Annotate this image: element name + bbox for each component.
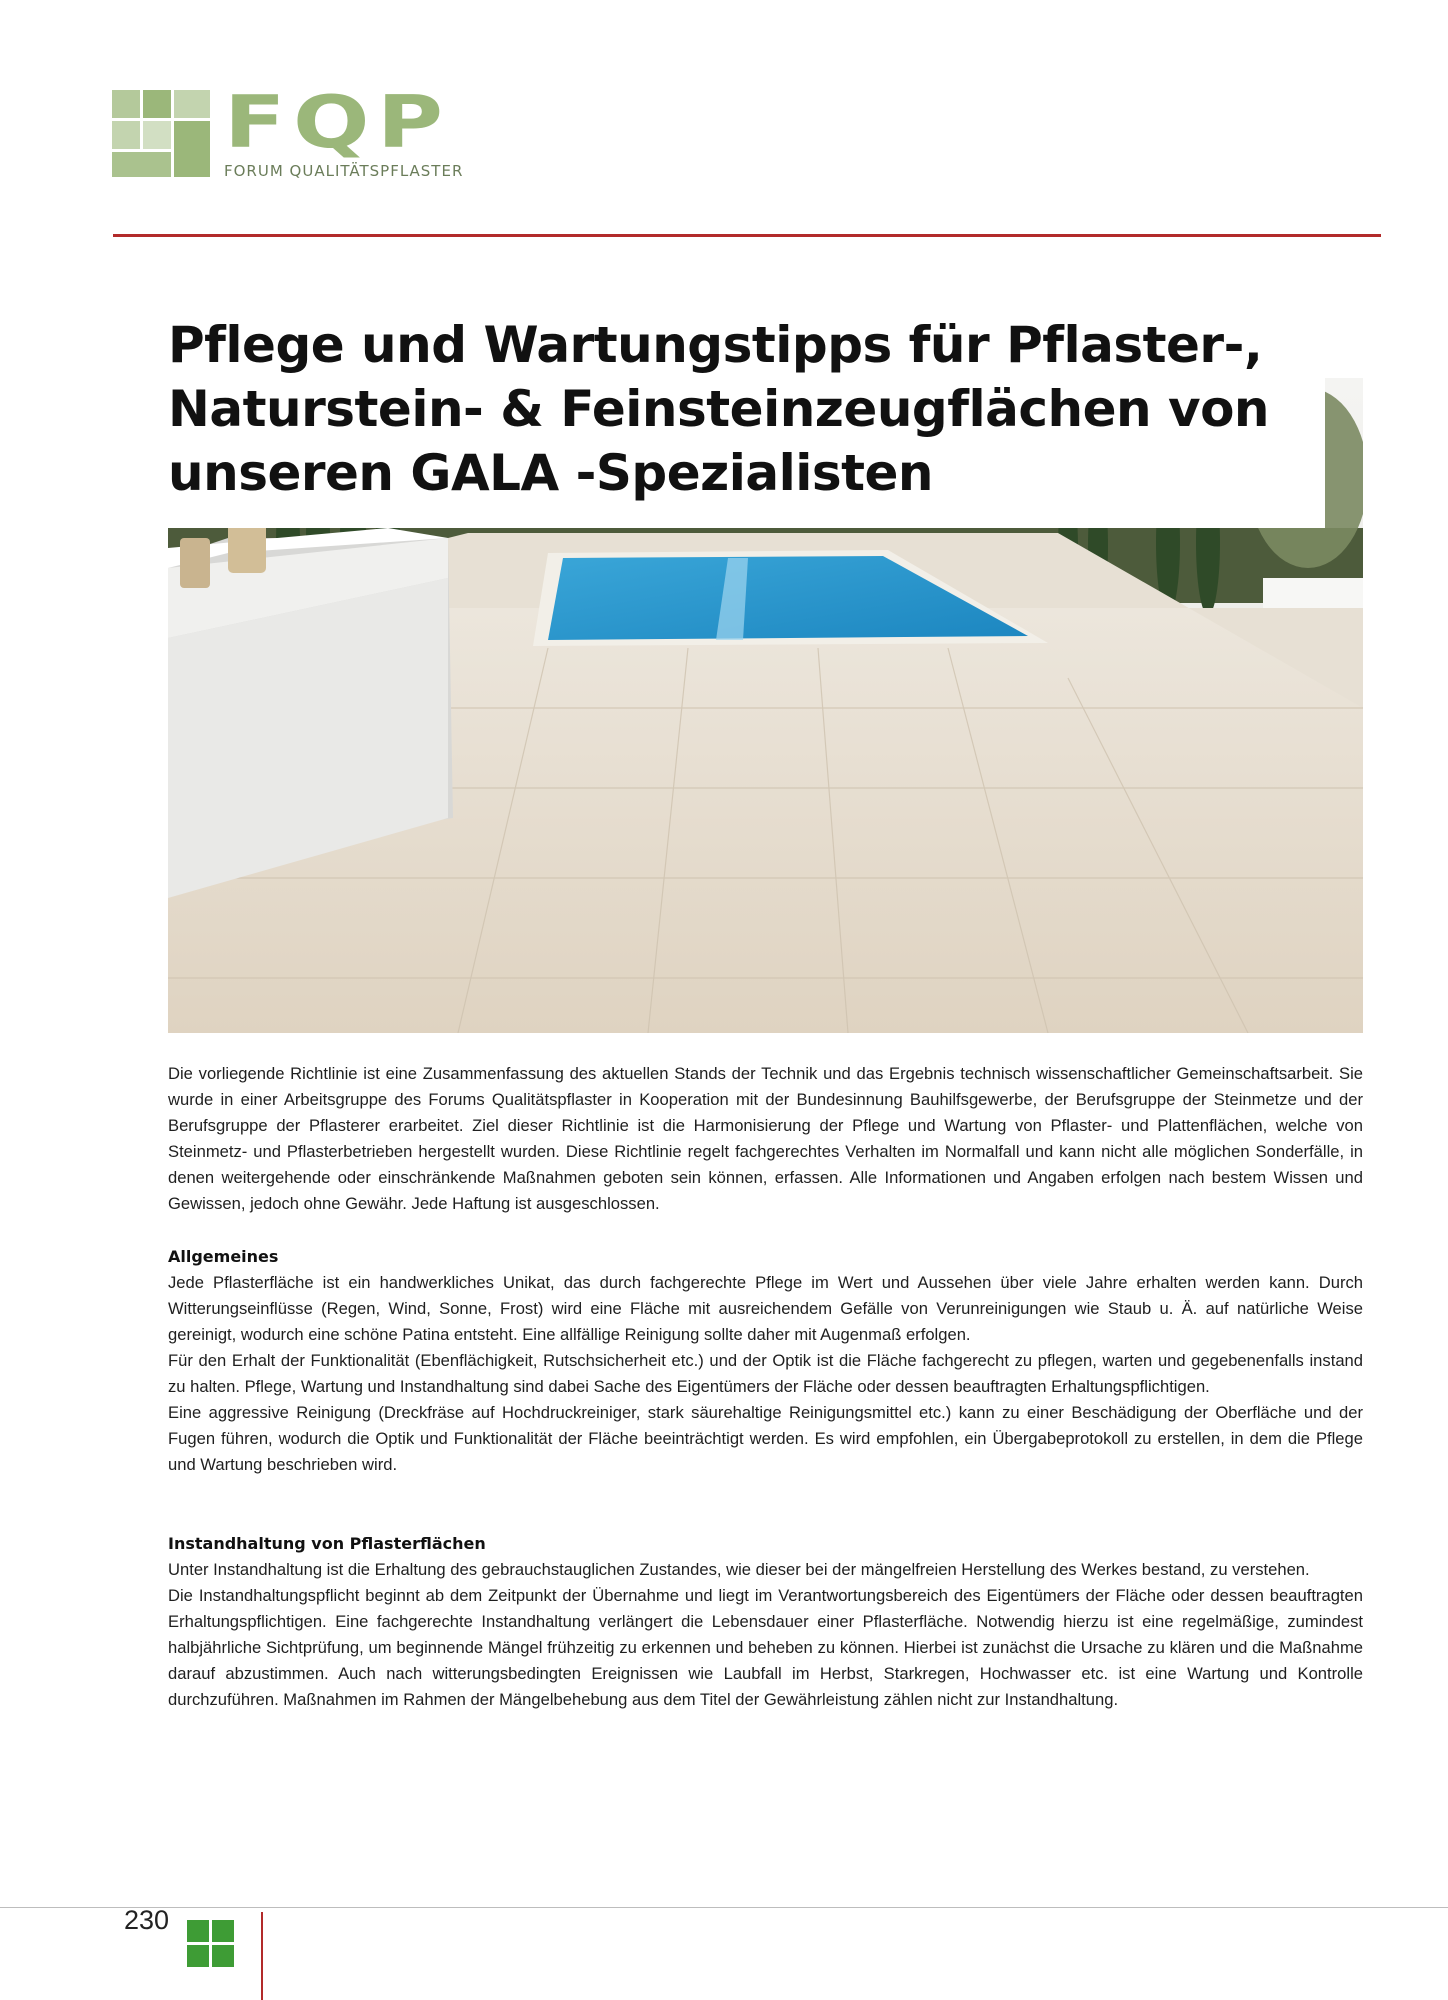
page-title bbox=[168, 313, 1328, 505]
title-line-2: Naturstein- & Feinsteinzeugflächen von bbox=[168, 380, 1270, 438]
footer-divider bbox=[0, 1907, 1448, 1908]
header-divider bbox=[113, 234, 1381, 237]
logo-wordmark: FQP bbox=[224, 80, 451, 164]
section-heading: Instandhaltung von Pflasterflächen bbox=[168, 1534, 486, 1553]
green-squares-icon bbox=[187, 1920, 234, 1967]
paragraph: Die Instandhaltungspflicht beginnt ab dem Zeitpunkt der Übernahme und liegt im Verantwortungsbereich des Eigentümers der Fläche oder dessen beauftragten Erhaltungspflichtigen. Eine fachgerechte Instandhaltung verlängert die Lebensdauer einer Pflasterfläche. Notwendig hierzu ist eine regelmäßige, zumindest halbjährliche Sichtprüfung, um beginnende Mängel frühzeitig zu erkennen und beheben zu können. Hierbei ist zunächst die Ursache zu klären und die Maßnahme darauf abzustimmen. Auch nach witterungsbedingten Ereignissen wie Laubfall im Herbst, Starkregen, Hochwasser etc. ist eine Wartung und Kontrolle durchzuführen. Maßnahmen im Rahmen der Mängelbehebung aus dem Titel der Gewährleistung zählen nicht zur Instandhaltung. bbox=[168, 1586, 1363, 1709]
paragraph: Für den Erhalt der Funktionalität (Ebenflächigkeit, Rutschsicherheit etc.) und der Optik ist die Fläche fachgerecht zu pflegen, warten und gegebenenfalls instand zu halten. Pflege, Wartung und Instandhaltung sind dabei Sache des Eigentümers der Fläche oder dessen beauftragten Erhaltungspflichtigen. bbox=[168, 1351, 1363, 1396]
section-allgemeines bbox=[168, 1244, 1363, 1478]
footer-vertical-rule bbox=[261, 1912, 263, 2000]
fqp-logo bbox=[112, 80, 532, 190]
paragraph: Jede Pflasterfläche ist ein handwerkliches Unikat, das durch fachgerechte Pflege im Wert und Aussehen über viele Jahre erhalten werden kann. Durch Witterungseinflüsse (Regen, Wind, Sonne, Frost) wird eine Fläche mit ausreichendem Gefälle von Verunreinigungen wie Staub u. Ä. auf natürliche Weise gereinigt, wodurch eine schöne Patina entsteht. Eine allfällige Reinigung sollte daher mit Augenmaß erfolgen. bbox=[168, 1273, 1363, 1344]
paragraph: Eine aggressive Reinigung (Dreckfräse auf Hochdruckreiniger, stark säurehaltige Reinigungsmittel etc.) kann zu einer Beschädigung der Oberfläche und der Fugen führen, wodurch die Optik und Funktionalität der Fläche beeinträchtigt werden. Es wird empfohlen, ein Übergabeprotokoll zu erstellen, in dem die Pflege und Wartung beschrieben wird. bbox=[168, 1403, 1363, 1474]
intro-section bbox=[168, 1061, 1363, 1217]
intro-paragraph: Die vorliegende Richtlinie ist eine Zusammenfassung des aktuellen Stands der Technik und das Ergebnis technisch wissenschaftlicher Gemeinschaftsarbeit. Sie wurde in einer Arbeitsgruppe des Forums Qualitätspflaster in Kooperation mit der Bundesinnung Bauhilfsgewerbe, der Berufsgruppe der Steinmetze und der Berufsgruppe der Pflasterer erarbeitet. Ziel dieser Richtlinie ist die Harmonisierung der Pflege und Wartung von Pflaster- und Plattenflächen, welche von Steinmetz- und Pflasterbetrieben hergestellt wurden. Diese Richtlinie regelt fachgerechtes Verhalten im Normalfall und kann nicht alle möglichen Sonderfälle, in denen weitergehende oder einschränkende Maßnahmen geboten sein können, erfassen. Alle Informationen und Angaben erfolgen nach bestem Wissen und Gewissen, jedoch ohne Gewähr. Jede Haftung ist ausgeschlossen. bbox=[168, 1064, 1363, 1213]
section-instandhaltung bbox=[168, 1531, 1363, 1713]
title-line-3: unseren GALA -Spezialisten bbox=[168, 444, 934, 502]
logo-subtitle: FORUM QUALITÄTSPFLASTER bbox=[224, 162, 464, 180]
paragraph: Unter Instandhaltung ist die Erhaltung des gebrauchstauglichen Zustandes, wie dieser bei der mängelfreien Herstellung des Werkes bestand, zu verstehen. bbox=[168, 1560, 1310, 1579]
title-line-1: Pflege und Wartungstipps für Pflaster-, bbox=[168, 316, 1263, 374]
section-heading: Allgemeines bbox=[168, 1247, 279, 1266]
logo-tiles-icon bbox=[112, 90, 212, 180]
page-number: 230 bbox=[124, 1905, 170, 1935]
